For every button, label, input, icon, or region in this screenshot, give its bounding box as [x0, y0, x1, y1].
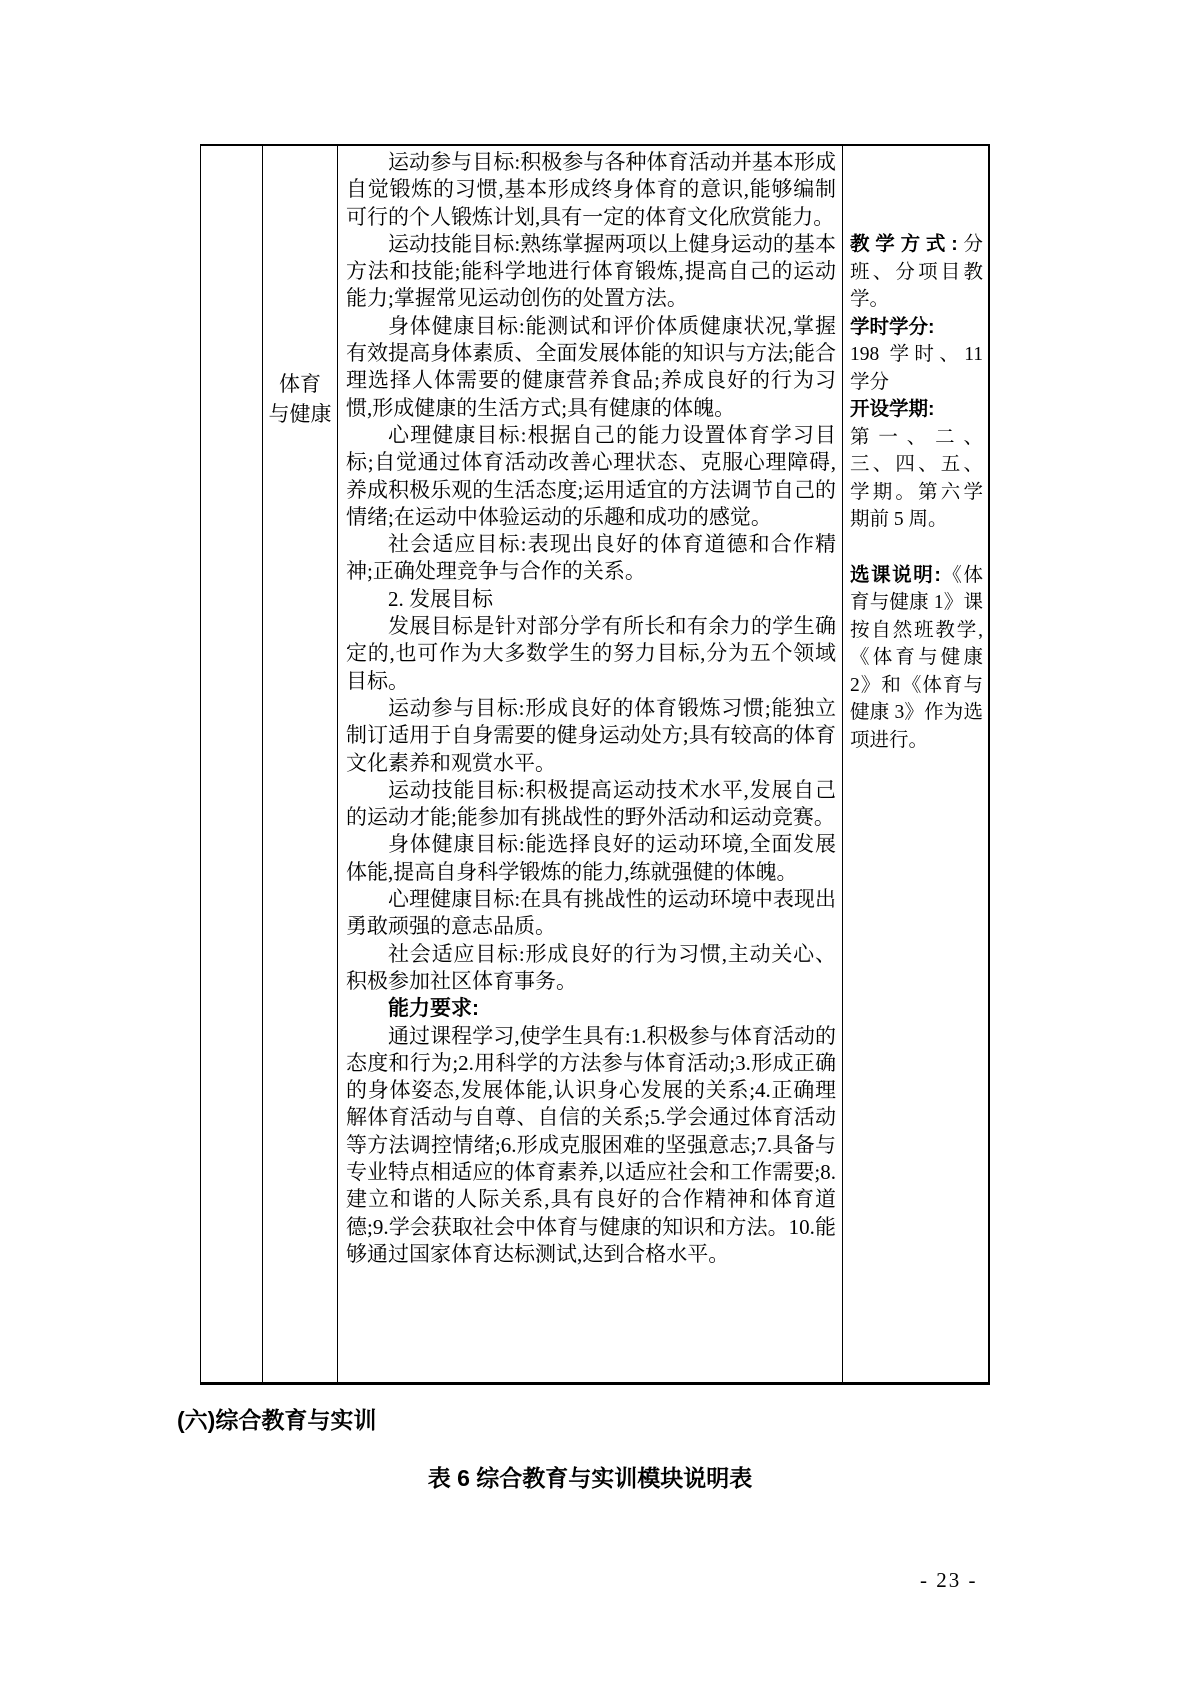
course-name-line1: 体育 [279, 372, 321, 396]
ability-requirements-heading: 能力要求: [388, 997, 479, 1021]
section-heading: (六)综合教育与实训 [177, 1407, 377, 1433]
course-table [200, 144, 990, 1385]
objective-paragraph: 身体健康目标:能测试和评价体质健康状况,掌握有效提高身体素质、全面发展体能的知识与方法;能合理选择人体需要的健康营养食品;养成良好的行为习惯,形成健康的生活方式;具有健康的体魄。 [346, 313, 836, 420]
course-info-cell [843, 146, 988, 1382]
page-number: - 23 - [920, 1568, 978, 1592]
objective-paragraph: 通过课程学习,使学生具有:1.积极参与体育活动的态度和行为;2.用科学的方法参与体育活动;3.形成正确的身体姿态,发展体能,认识身心发展的关系;4.正确理解体育活动与自尊、自信的关系;5.学会通过体育活动等方法调控情绪;6.形成克服困难的坚强意志;7.具备与专业特点相适应的体育素养,以适应社会和工作需要;8.建立和谐的人际关系,具有良好的合作精神和体育道德;9.学会获取社会中体育与健康的知识和方法。10.能够通过国家体育达标测试,达到合格水平。 [346, 1023, 836, 1266]
info-text: 《体育与健康 1》课 按自然班教学,《体育与健康 2》和《体育与健康 3》作为选项进行。 [850, 564, 983, 751]
info-text: 分班、分项目教学。 [850, 234, 983, 310]
objective-paragraph: 身体健康目标:能选择良好的运动环境,全面发展体能,提高自身科学锻炼的能力,练就强健的体魄。 [346, 832, 836, 884]
objective-paragraph: 运动参与目标:积极参与各种体育活动并基本形成自觉锻炼的习惯,基本形成终身体育的意识,能够编制可行的个人锻炼计划,具有一定的体育文化欣赏能力。 [346, 150, 836, 229]
table-caption: 表 6 综合教育与实训模块说明表 [427, 1465, 753, 1491]
objective-paragraph: 社会适应目标:表现出良好的体育道德和合作精神;正确处理竞争与合作的关系。 [346, 532, 836, 584]
objective-paragraph: 心理健康目标:根据自己的能力设置体育学习目标;自觉通过体育活动改善心理状态、克服心理障碍,养成积极乐观的生活态度;运用适宜的方法调节自己的情绪;在运动中体验运动的乐趣和成功的感觉。 [346, 422, 836, 529]
table-col-empty [201, 146, 263, 1382]
objective-paragraph: 运动参与目标:形成良好的体育锻炼习惯;能独立制订适用于自身需要的健身运动处方;具有较高的体育文化素养和观赏水平。 [346, 695, 836, 775]
course-objectives-cell [338, 146, 843, 1382]
info-label: 选课说明: [850, 563, 941, 586]
info-block-teaching-method [850, 231, 983, 314]
info-label: 教学方式: [850, 233, 958, 255]
objective-paragraph: 2. 发展目标 [388, 586, 493, 611]
info-text: 198 学时、11 学分 [850, 344, 983, 393]
objective-paragraph: 发展目标是针对部分学有所长和有余力的学生确定的,也可作为大多数学生的努力目标,分为五个领域目标。 [346, 614, 836, 693]
info-text: 第一、二、三、四、五、学期。第六学期前 5 周。 [850, 426, 983, 530]
course-name-line2: 与健康 [268, 402, 332, 426]
course-name-cell [263, 146, 338, 1382]
info-block-semesters [850, 396, 983, 534]
info-block-hours-credits [850, 314, 983, 397]
objective-paragraph: 心理健康目标:在具有挑战性的运动环境中表现出勇敢顽强的意志品质。 [346, 887, 836, 939]
objective-paragraph: 运动技能目标:积极提高运动技术水平,发展自己的运动才能;能参加有挑战性的野外活动和运动竞赛。 [346, 777, 836, 830]
objective-paragraph: 运动技能目标:熟练掌握两项以上健身运动的基本方法和技能;能科学地进行体育锻炼,提高自己的运动能力;掌握常见运动创伤的处置方法。 [346, 231, 836, 311]
objective-paragraph: 社会适应目标:形成良好的行为习惯,主动关心、积极参加社区体育事务。 [346, 941, 836, 993]
info-block-course-selection [850, 562, 983, 755]
info-label: 开设学期: [850, 398, 935, 420]
info-label: 学时学分: [850, 315, 935, 338]
